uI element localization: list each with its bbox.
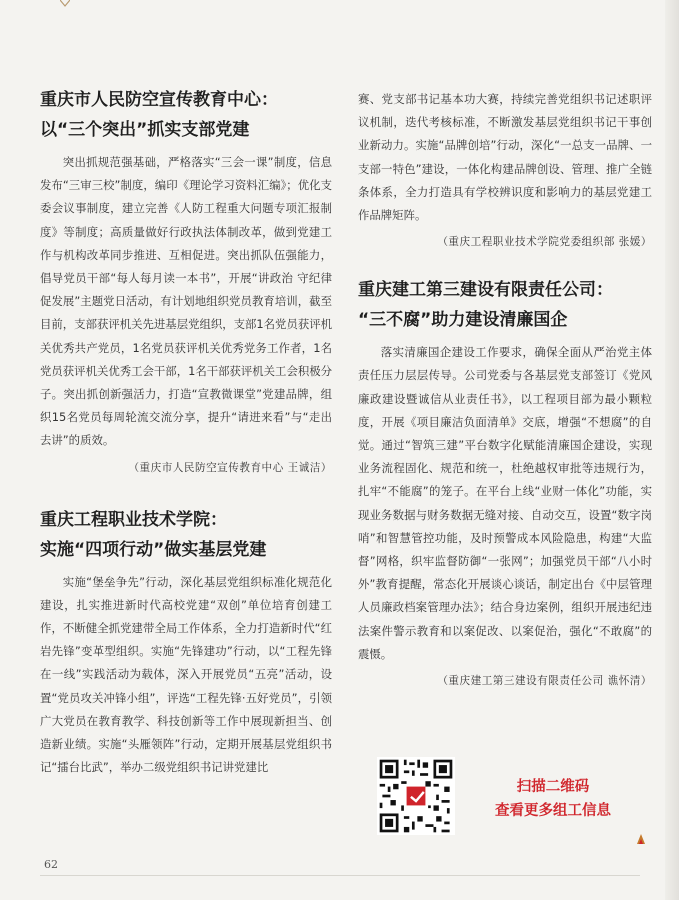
- article-section-engineering-college-continued: [358, 88, 652, 253]
- left-column: [40, 85, 332, 779]
- qr-caption-scan: 扫描二维码: [516, 779, 590, 795]
- footer-divider: [40, 875, 640, 876]
- right-column: [358, 88, 652, 692]
- section-title-topic: 实施“四项行动”做实基层党建: [40, 539, 267, 560]
- page-number: 62: [44, 858, 58, 871]
- section-title-org: 重庆建工第三建设有限责任公司：: [358, 280, 613, 301]
- section-title: [40, 505, 332, 565]
- qr-caption-more-info: 查看更多组工信息: [495, 803, 611, 819]
- article-section-engineering-college: [40, 505, 332, 780]
- section-body: 实施“堡垒争先”行动，深化基层党组织标准化规范化建设，扎实推进新时代高校党建“双创”单位培育创建工作，不断健全抓党建带全局工作体系，全力打造新时代“红岩先锋”变革型组织。实施“先锋建功”行动，以“工程先锋在一线”实践活动为载体，深入开展党员“五亮”活动，设置“党员攻关冲锋小组”，评选“工程先锋·五好党员”，引领广大党员在教育教学、科技创新等工作中展现新担当、创造新业绩。实施“头雁领阵”行动，定期开展基层党组织书记“擂台比武”，举办二级党组织书记讲党建比: [40, 574, 332, 775]
- section-title-org: 重庆市人民防空宣传教育中心：: [40, 90, 278, 110]
- decorative-corner-icon: [634, 832, 648, 846]
- section-title-org: 重庆工程职业技术学院：: [40, 509, 227, 530]
- section-title: [358, 275, 652, 335]
- article-section-civil-defense: [40, 85, 332, 479]
- section-body-continued: 赛、党支部书记基本功大赛，持续完善党组织书记述职评议机制，迭代考核标准，不断激发基层党组织书记干事创业新动力。实施“品牌创培”行动，深化“一总支一品牌、一支部一特色”建设，一体化构建品牌创设、管理、推广全链条体系，全力打造具有学校辨识度和影响力的基层党建工作品牌矩阵。: [358, 92, 652, 223]
- section-source: （重庆工程职业技术学院党委组织部 张媛）: [437, 236, 652, 249]
- section-title-topic: “三不腐”助力建设清廉国企: [358, 310, 568, 331]
- section-source: （重庆市人民防空宣传教育中心 王诚洁）: [128, 461, 332, 474]
- section-body: 突出抓规范强基础，严格落实“三会一课”制度，信息发布“三审三校”制度，编印《理论学习资料汇编》；优化支委会议事制度，建立完善《人防工程重大问题专项汇报制度》等制度；高质量做好行政执法体制改革，做到党建工作与机构改革同步推进、互相促进。突出抓队伍强能力，倡导党员干部“每人每月读一本书”，开展“讲政治 守纪律 促发展”主题党日活动，有计划地组织党员教育培训，截至目前，支部获评机关先进基层党组织，支部1名党员获评机关优秀共产党员，1名党员获评机关优秀党务工作者，1名党员获评机关优秀工会干部，1名干部获评机关工会积极分子。突出抓创新强活力，打造“宣教微课堂”党建品牌，组织15名党员每周轮流交流分享，提升“请进来看”与“走出去讲”的质效。: [40, 155, 333, 448]
- section-source: （重庆建工第三建设有限责任公司 谯怀清）: [437, 675, 652, 688]
- section-body: 落实清廉国企建设工作要求，确保全面从严治党主体责任压力层层传导。公司党委与各基层党支部签订《党风廉政建设暨诚信从业责任书》，以工程项目部为最小颗粒度，开展《项目廉洁负面清单》交底，增强“不想腐”的自觉。通过“智筑三建”平台数字化赋能清廉国企建设，实现业务流程固化、规范和统一，杜绝越权审批等违规行为，扎牢“不能腐”的笼子。在平台上线“业财一体化”功能，实现业务数据与财务数据无缝对接、自动交互，设置“数字岗哨”和智慧管控功能，及时预警成本风险隐患，构建“大监督”网格，织牢监督防御“一张网”；加强党员干部“八小时外”教育提醒，常态化开展谈心谈话，制定出台《中层管理人员廉政档案管理办法》；结合身边案例，组织开展违纪违法案件警示教育和以案促改、以案促治，强化“不敢腐”的震慑。: [358, 345, 652, 661]
- qr-caption: [478, 775, 628, 823]
- article-section-construction-company: [358, 275, 652, 692]
- page-gutter-shade: [665, 0, 679, 900]
- section-title: [40, 85, 332, 145]
- top-chevron-ornament: [60, 0, 70, 8]
- section-title-topic: 以“三个突出”抓实支部党建: [40, 120, 250, 140]
- qr-code[interactable]: [377, 757, 455, 835]
